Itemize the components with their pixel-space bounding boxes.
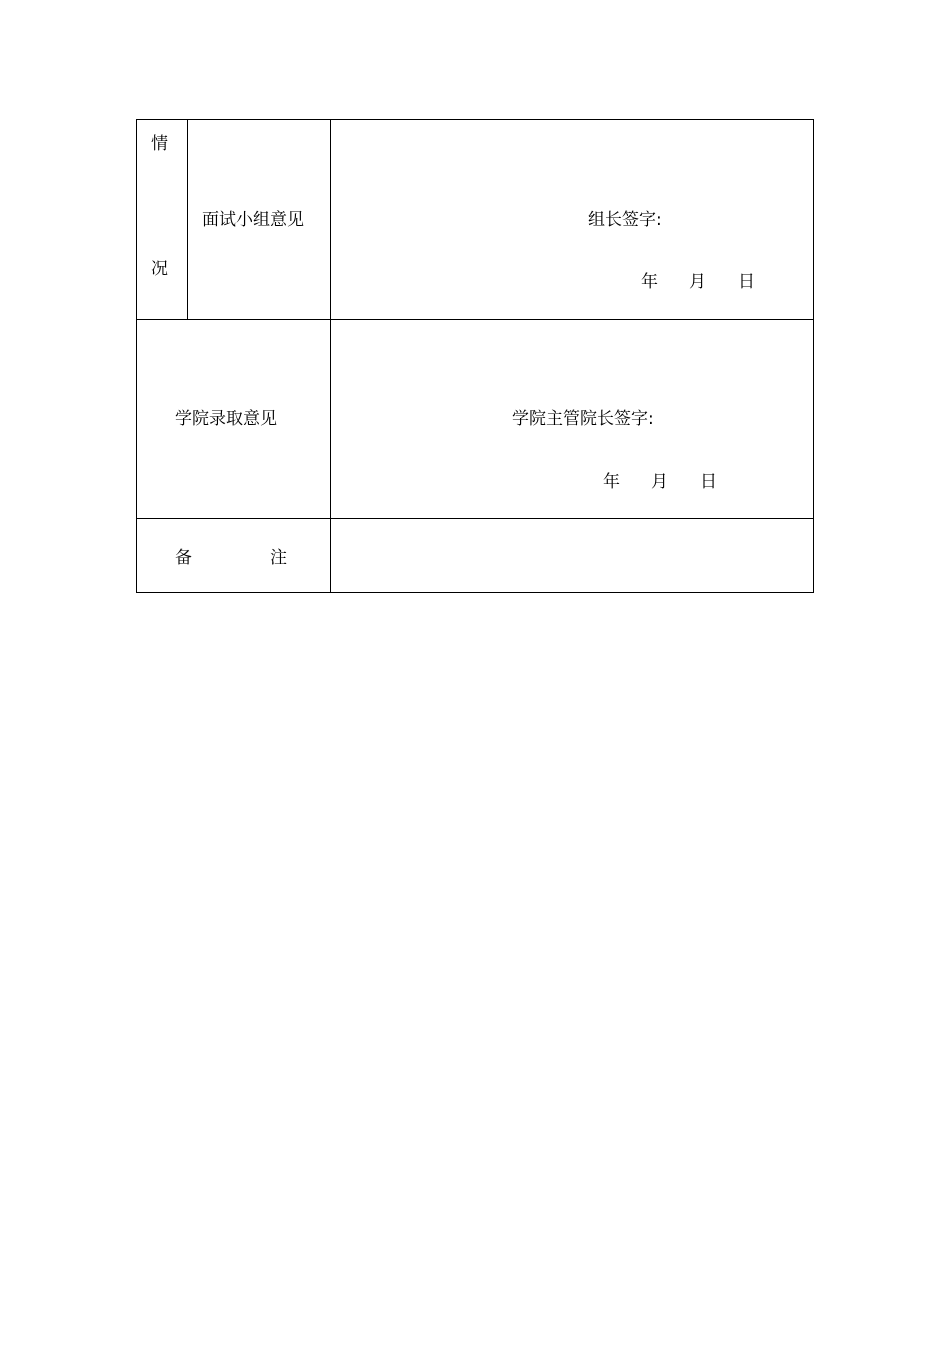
remarks-label-right: 注 (270, 548, 287, 568)
section-label-top: 情 (151, 134, 168, 154)
admission-form-table (136, 119, 814, 593)
interview-group-opinion-label: 面试小组意见 (202, 210, 304, 230)
interview-date-year: 年 (641, 272, 658, 292)
interview-date-month: 月 (689, 272, 706, 292)
dean-signature-label: 学院主管院长签字: (512, 409, 654, 429)
group-leader-signature-label: 组长签字: (588, 210, 662, 230)
interview-opinion-field[interactable] (331, 120, 814, 319)
admission-opinion-field[interactable] (331, 320, 814, 518)
section-label-bottom: 况 (151, 259, 168, 279)
remarks-field[interactable] (331, 519, 814, 593)
college-admission-opinion-label: 学院录取意见 (175, 409, 277, 429)
admission-date-month: 月 (651, 472, 668, 492)
admission-date-day: 日 (700, 472, 717, 492)
interview-date-day: 日 (738, 272, 755, 292)
remarks-label-left: 备 (175, 548, 192, 568)
admission-date-year: 年 (603, 472, 620, 492)
divider-section-label (187, 120, 188, 319)
